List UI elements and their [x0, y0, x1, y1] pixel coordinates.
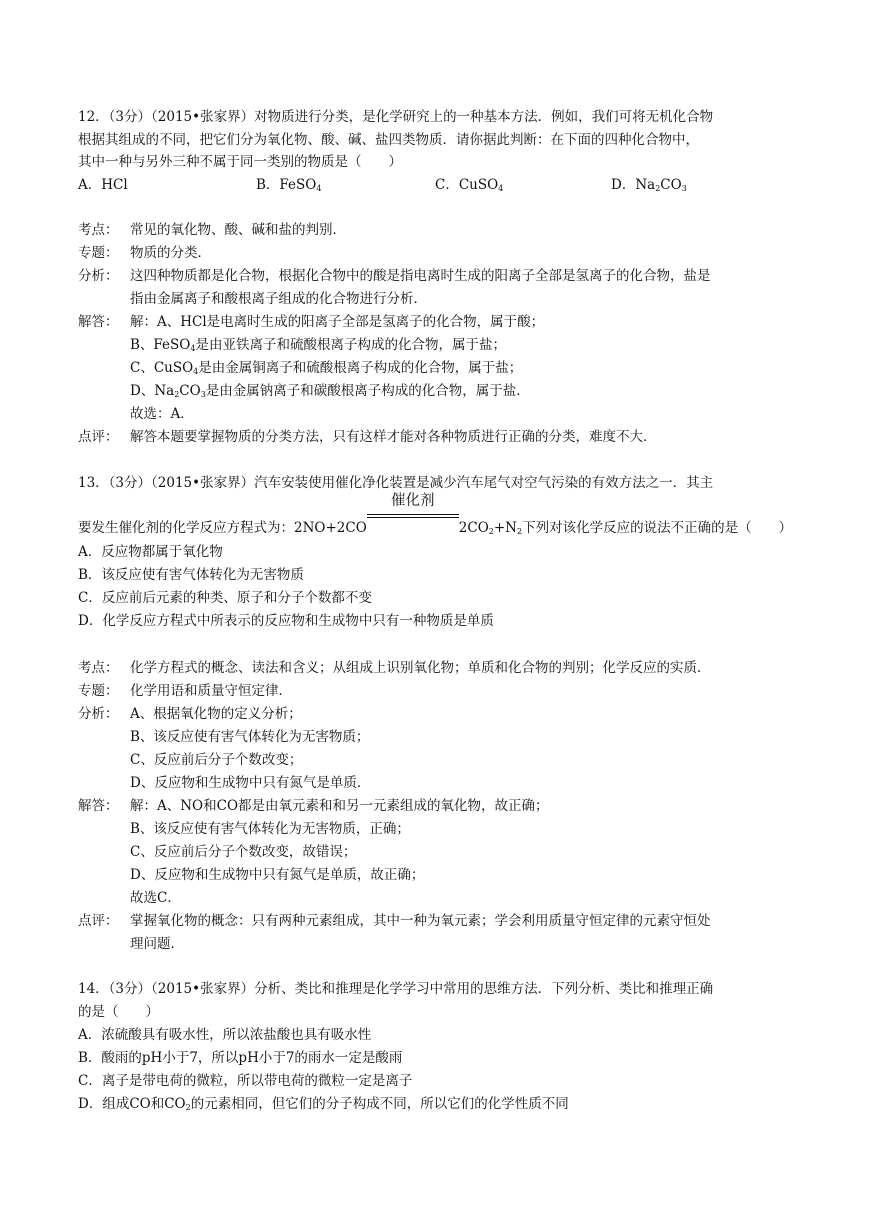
q14-option-d: D．组成CO和$CO_2$的元素相同，但它们的分子构成不同，所以它们的化学性质不同 — [78, 1096, 569, 1112]
q13-fenxi-line-4: D、反应物和生成物中只有氮气是单质． — [130, 775, 371, 791]
q13-kaodian: 化学方程式的概念、读法和含义；从组成上识别氧化物；单质和化合物的判别；化学反应的实质． — [130, 660, 711, 676]
q12-jieda-label: 解答： — [78, 314, 119, 330]
q12-stem-line-2: 根据其组成的不同，把它们分为氧化物、酸、碱、盐四类物质．请你据此判断：在下面的四种化合物中， — [78, 132, 699, 148]
q14-stem-line-1: 14．（3分）（2015•张家界）分析、类比和推理是化学学习中常用的思维方法．下列分析、类比和推理正确 — [78, 981, 714, 997]
q12-option-a: A．HCl — [78, 177, 128, 193]
q13-jieda-label: 解答： — [78, 798, 119, 814]
q14-option-a: A．浓硫酸具有吸水性，所以浓盐酸也具有吸水性 — [78, 1027, 372, 1043]
equation-line-top — [367, 514, 459, 515]
q12-jieda-line-1: 解：A、HCl是电离时生成的阳离子全部是氢离子的化合物，属于酸； — [130, 314, 545, 330]
q12-dianping: 解答本题要掌握物质的分类方法，只有这样才能对各种物质进行正确的分类，难度不大． — [130, 429, 657, 445]
q12-fenxi-line-2: 指由金属离子和酸根离子组成的化合物进行分析． — [130, 291, 427, 307]
q12-kaodian: 常见的氧化物、酸、碱和盐的判别． — [130, 222, 346, 238]
q13-dianping-line-1: 掌握氧化物的概念：只有两种元素组成，其中一种为氧元素；学会利用质量守恒定律的元素守恒处 — [130, 913, 711, 929]
q12-zhuanti-label: 专题： — [78, 245, 119, 261]
q12-fenxi-label: 分析： — [78, 268, 119, 284]
catalyst-label: 催化剂 — [391, 493, 435, 509]
q14-stem-line-2: 的是（ ） — [78, 1004, 159, 1020]
q13-jieda-line-5: 故选C． — [130, 890, 181, 906]
q13-stem-line-2: 要发生催化剂的化学反应方程式为：2NO+2CO 催化剂 $2CO_2+N_2$下列对该化学反应的说法不正确的是（ ） — [78, 493, 793, 536]
q13-option-a: A．反应物都属于氧化物 — [78, 544, 223, 560]
catalyst-condition — [367, 493, 459, 536]
q13-option-d: D．化学反应方程式中所表示的反应物和生成物中只有一种物质是单质 — [78, 613, 494, 629]
q14-option-b: B．酸雨的pH小于7，所以pH小于7的雨水一定是酸雨 — [78, 1050, 403, 1066]
q12-stem-line-1: 12．（3分）（2015•张家界）对物质进行分类，是化学研究上的一种基本方法．例如，我们可将无机化合物 — [78, 109, 714, 125]
q12-kaodian-label: 考点： — [78, 222, 119, 238]
q13-kaodian-label: 考点： — [78, 660, 119, 676]
q13-fenxi-line-3: C、反应前后分子个数改变； — [130, 752, 303, 768]
q13-dianping-line-2: 理问题． — [130, 936, 184, 952]
q13-jieda-line-3: C、反应前后分子个数改变，故错误； — [130, 844, 357, 860]
q12-option-c: C．CuSO$_4$ — [435, 177, 504, 193]
q12-option-b: B．FeSO$_4$ — [256, 177, 322, 193]
q12-option-d: D．$Na_2CO_3$ — [611, 177, 687, 193]
q12-dianping-label: 点评： — [78, 429, 119, 445]
q13-stem-line-1: 13．（3分）（2015•张家界）汽车安装使用催化净化装置是减少汽车尾气对空气污染的有效方法之一．其主 — [78, 475, 714, 491]
q13-jieda-line-1: 解：A、NO和CO都是由氧元素和和另一元素组成的氧化物，故正确； — [130, 798, 549, 814]
q13-option-b: B．该反应使有害气体转化为无害物质 — [78, 567, 304, 583]
q14-option-c: C．离子是带电荷的微粒，所以带电荷的微粒一定是离子 — [78, 1073, 413, 1089]
q13-zhuanti: 化学用语和质量守恒定律． — [130, 683, 292, 699]
q12-jieda-line-2: B、FeSO$_4$是由亚铁离子和硫酸根离子构成的化合物，属于盐； — [130, 337, 506, 353]
q13-jieda-line-4: D、反应物和生成物中只有氮气是单质，故正确； — [130, 867, 425, 883]
q13-fenxi-line-2: B、该反应使有害气体转化为无害物质； — [130, 729, 370, 745]
q12-fenxi-line-1: 这四种物质都是化合物，根据化合物中的酸是指电离时生成的阳离子全部是氢离子的化合物，盐是 — [130, 268, 711, 284]
q12-jieda-line-5: 故选：A． — [130, 406, 194, 422]
equation-line-bottom — [367, 517, 459, 518]
q12-zhuanti: 物质的分类． — [130, 245, 211, 261]
q12-stem-line-3: 其中一种与另外三种不属于同一类别的物质是（ ） — [78, 154, 402, 170]
q13-zhuanti-label: 专题： — [78, 683, 119, 699]
q13-option-c: C．反应前后元素的种类、原子和分子个数都不变 — [78, 590, 372, 606]
q13-fenxi-label: 分析： — [78, 706, 119, 722]
q13-jieda-line-2: B、该反应使有害气体转化为无害物质，正确； — [130, 821, 410, 837]
q12-jieda-line-4: D、$Na_2CO_3$是由金属钠离子和碳酸根离子构成的化合物，属于盐． — [130, 383, 530, 399]
q13-fenxi-line-1: A、根据氧化物的定义分析； — [130, 706, 302, 722]
q13-dianping-label: 点评： — [78, 913, 119, 929]
q12-jieda-line-3: C、CuSO$_4$是由金属铜离子和硫酸根离子构成的化合物，属于盐； — [130, 360, 523, 376]
